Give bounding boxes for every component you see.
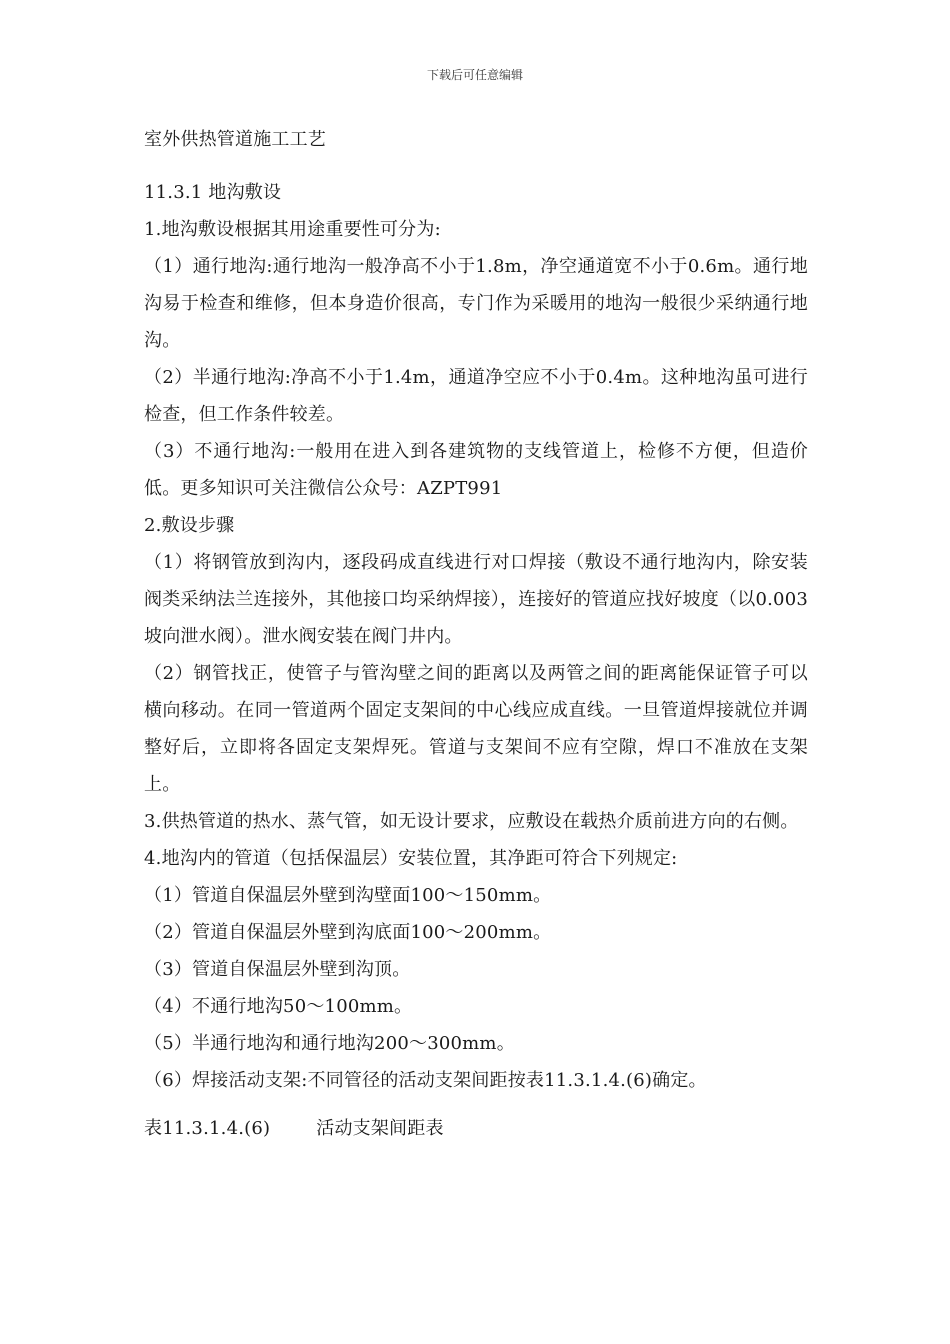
table-caption-number: 表11.3.1.4.(6) (144, 1118, 271, 1139)
paragraph: 4.地沟内的管道（包括保温层）安装位置，其净距可符合下列规定: (144, 848, 678, 869)
paragraph: （5）半通行地沟和通行地沟200～300mm。 (144, 1033, 515, 1054)
paragraph: （1）通行地沟:通行地沟一般净高不小于1.8m，净空通道宽不小于0.6m。通行地沟易于检查和维修，但本身造价很高，专门作为采暖用的地沟一般很少采纳通行地沟。 (144, 256, 808, 351)
table-caption (144, 1110, 808, 1147)
document-body (144, 121, 808, 1147)
paragraph: （2）钢管找正，使管子与管沟壁之间的距离以及两管之间的距离能保证管子可以横向移动。在同一管道两个固定支架间的中心线应成直线。一旦管道焊接就位并调整好后，立即将各固定支架焊死。管道与支架间不应有空隙，焊口不准放在支架上。 (144, 663, 808, 795)
paragraph: （3）管道自保温层外壁到沟顶。 (144, 959, 411, 980)
paragraph: （3）不通行地沟:一般用在进入到各建筑物的支线管道上，检修不方便，但造价低。更多知识可关注微信公众号：AZPT991 (144, 441, 808, 499)
paragraph: 3.供热管道的热水、蒸气管，如无设计要求，应敷设在载热介质前进方向的右侧。 (144, 811, 799, 832)
paragraph: （2）半通行地沟:净高不小于1.4m，通道净空应不小于0.4m。这种地沟虽可进行检查，但工作条件较差。 (144, 367, 808, 425)
paragraph: （6）焊接活动支架:不同管径的活动支架间距按表11.3.1.4.(6)确定。 (144, 1070, 707, 1091)
paragraph: （4）不通行地沟50～100mm。 (144, 996, 413, 1017)
paragraph: （1）管道自保温层外壁到沟壁面100～150mm。 (144, 885, 552, 906)
section-heading: 11.3.1 地沟敷设 (144, 182, 282, 203)
paragraph: （1）将钢管放到沟内，逐段码成直线进行对口焊接（敷设不通行地沟内，除安装阀类采纳法兰连接外，其他接口均采纳焊接），连接好的管道应找好坡度（以0.003坡向泄水阀）。泄水阀安装在阀门井内。 (144, 552, 808, 647)
paragraph: 2.敷设步骤 (144, 515, 235, 536)
paragraph: （2）管道自保温层外壁到沟底面100～200mm。 (144, 922, 552, 943)
document-title: 室外供热管道施工工艺 (144, 129, 326, 150)
table-caption-title: 活动支架间距表 (316, 1118, 444, 1139)
header-note: 下载后可任意编辑 (426, 68, 523, 82)
paragraph: 1.地沟敷设根据其用途重要性可分为: (144, 219, 441, 240)
